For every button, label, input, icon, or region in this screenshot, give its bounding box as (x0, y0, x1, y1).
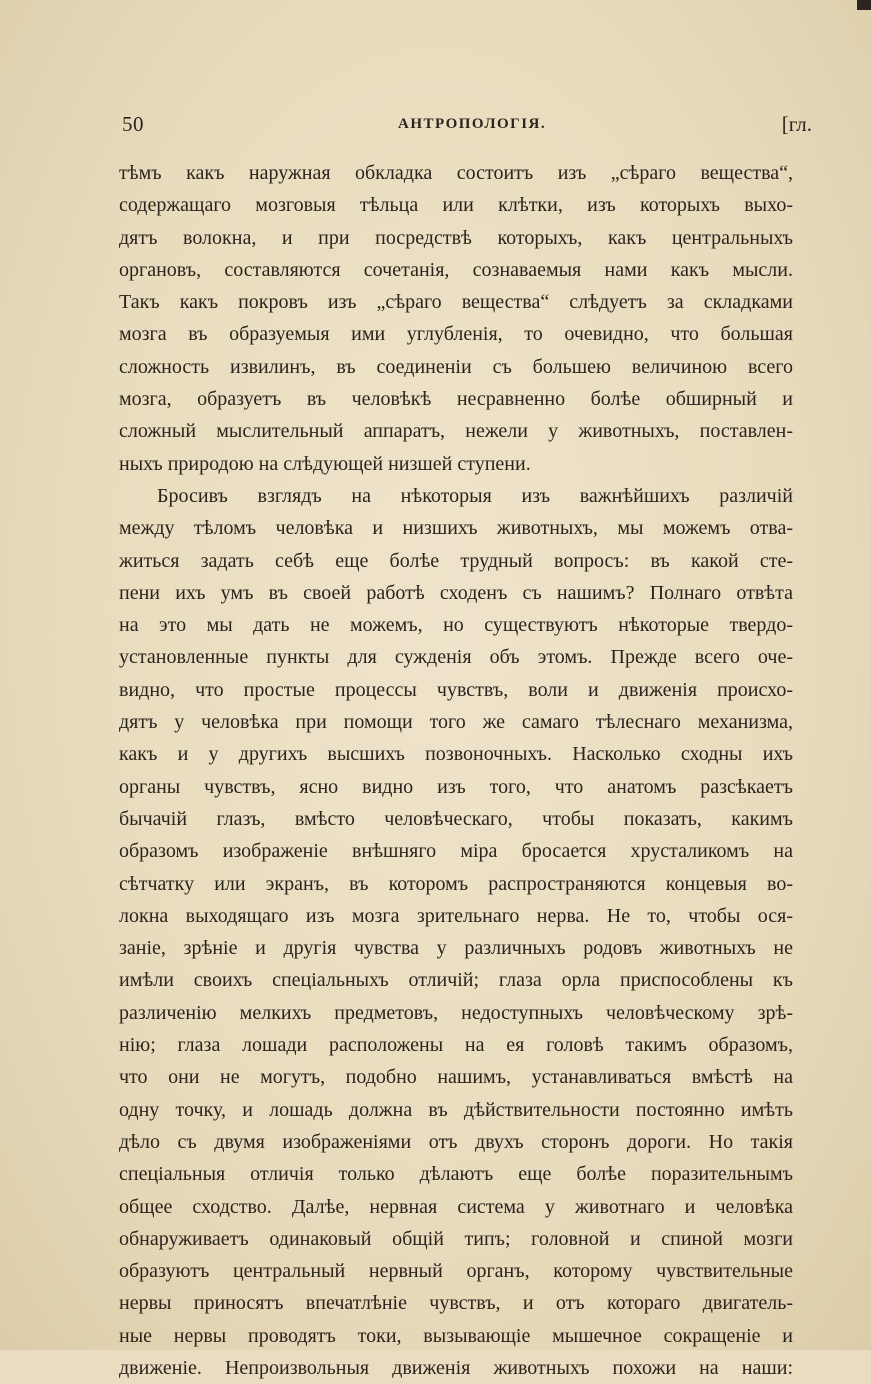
text-line: различенію мелкихъ предметовъ, недоступныхъ человѣческому зрѣ- (119, 1001, 793, 1024)
text-line: видно, что простые процессы чувствъ, воли и движенія происхо- (119, 678, 793, 701)
text-line: на это мы дать не можемъ, но существуютъ нѣкоторые твердо- (119, 614, 793, 637)
text-line: бычачій глазъ, вмѣсто человѣческаго, чтобы показать, какимъ (119, 807, 793, 830)
text-line: имѣли своихъ спеціальныхъ отличій; глаза орла приспособлены къ (119, 969, 793, 992)
text-line: движеніе. Непроизвольныя движенія животныхъ похожи на наши: (119, 1356, 793, 1379)
text-line: Такъ какъ покровъ изъ „сѣраго вещества“ слѣдуетъ за складками (119, 291, 793, 314)
text-line: обнаруживаетъ одинаковый общій типъ; головной и спиной мозги (119, 1227, 793, 1250)
page-header (122, 112, 812, 142)
text-line: нію; глаза лошади расположены на ея головѣ такимъ образомъ, (119, 1034, 793, 1057)
text-line: общее сходство. Далѣе, нервная система у животнаго и человѣка (119, 1195, 793, 1218)
text-line: спеціальныя отличія только дѣлаютъ еще болѣе поразительнымъ (119, 1163, 793, 1186)
body-text (119, 157, 793, 1384)
text-line: локна выходящаго изъ мозга зрительнаго нерва. Не то, чтобы ося- (119, 904, 793, 927)
text-line: нервы приносятъ впечатлѣніе чувствъ, и отъ котораго двигатель- (119, 1292, 793, 1315)
text-line: одну точку, и лошадь должна въ дѣйствительности постоянно имѣть (119, 1098, 793, 1121)
text-line: дятъ волокна, и при посредствѣ которыхъ, какъ центральныхъ (119, 226, 793, 249)
text-line: житься задать себѣ еще болѣе трудный вопросъ: въ какой сте- (119, 549, 793, 572)
text-line: заніе, зрѣніе и другія чувства у различныхъ родовъ животныхъ не (119, 937, 793, 960)
page-number: 50 (122, 112, 144, 136)
text-line: что они не могутъ, подобно нашимъ, устанавливаться вмѣстѣ на (119, 1066, 793, 1089)
text-line: дѣло съ двумя изображеніями отъ двухъ сторонъ дороги. Но такія (119, 1130, 793, 1153)
chapter-reference: [гл. (781, 112, 812, 136)
text-line: сложность извилинъ, въ соединеніи съ большею величиною всего (119, 355, 793, 378)
text-line: между тѣломъ человѣка и низшихъ животныхъ, мы можемъ отва- (119, 517, 793, 540)
text-line: дятъ у человѣка при помощи того же самаго тѣлеснаго механизма, (119, 711, 793, 734)
text-line: органы чувствъ, ясно видно изъ того, что анатомъ разсѣкаетъ (119, 775, 793, 798)
text-line: образуютъ центральный нервный органъ, которому чувствительные (119, 1260, 793, 1283)
text-line: ныхъ природою на слѣдующей низшей ступени. (119, 452, 531, 475)
text-line: тѣмъ какъ наружная обкладка состоитъ изъ „сѣраго вещества“, (119, 162, 793, 184)
text-line: мозга въ образуемыя ими углубленія, то очевидно, что большая (119, 323, 793, 346)
text-line: установленные пункты для сужденія объ этомъ. Прежде всего оче- (119, 646, 793, 669)
text-line: органовъ, составляются сочетанія, сознаваемыя нами какъ мысли. (119, 258, 793, 281)
text-line: ные нервы проводятъ токи, вызывающіе мышечное сокращеніе и (119, 1324, 793, 1347)
scan-corner-mark (857, 0, 871, 10)
text-line: мозга, образуетъ въ человѣкѣ несравненно болѣе обширный и (119, 388, 793, 411)
text-line: какъ и у другихъ высшихъ позвоночныхъ. Насколько сходны ихъ (119, 743, 793, 766)
text-line: содержащаго мозговыя тѣльца или клѣтки, изъ которыхъ выхо- (119, 194, 793, 217)
text-line: пени ихъ умъ въ своей работѣ сходенъ съ нашимъ? Полнаго отвѣта (119, 581, 793, 604)
text-line: сѣтчатку или экранъ, въ которомъ распространяются концевыя во- (119, 872, 793, 895)
text-line: образомъ изображеніе внѣшняго міра бросается хрусталикомъ на (119, 840, 793, 863)
text-line: Бросивъ взглядъ на нѣкоторыя изъ важнѣйшихъ различій (157, 484, 793, 507)
text-line: сложный мыслительный аппаратъ, нежели у животныхъ, поставлен- (119, 420, 793, 443)
running-title: АНТРОПОЛОГІЯ. (398, 116, 547, 132)
